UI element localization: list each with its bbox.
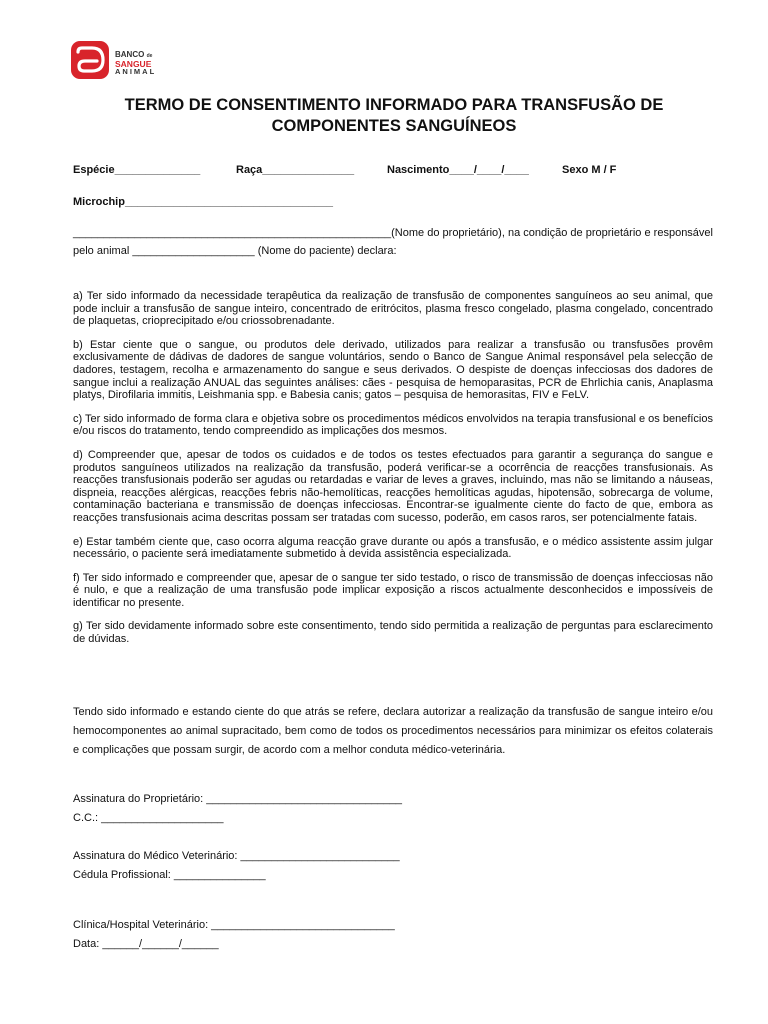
clause-c: c) Ter sido informado de forma clara e objetiva sobre os procedimentos médicos envolvidos na terapia transfusional e os benefícios e/ou riscos do tratamento, tendo compreendido as implicações dos mesmos. [73, 412, 713, 438]
vet-signature-field[interactable]: Assinatura do Médico Veterinário: __________________________ [73, 850, 400, 862]
title-line-1: TERMO DE CONSENTIMENTO INFORMADO PARA TRANSFUSÃO DE [124, 96, 664, 114]
logo-line1: BANCO [115, 50, 145, 59]
professional-id-field[interactable]: Cédula Profissional: _______________ [73, 869, 266, 881]
birthdate-field[interactable]: Nascimento____/____/____ [387, 164, 529, 176]
consent-clauses [73, 290, 713, 657]
microchip-field[interactable]: Microchip__________________________________ [73, 196, 333, 208]
breed-field[interactable]: Raça_______________ [236, 164, 355, 176]
clause-g: g) Ter sido devidamente informado sobre este consentimento, tendo sido permitida a realização de perguntas para esclarecimento de dúvidas. [73, 620, 713, 646]
date-field[interactable]: Data: ______/______/______ [73, 938, 219, 950]
owner-declaration: ____________________________________________________(Nome do proprietário), na condição de proprietário e responsável pelo animal ____________________ (Nome do paciente) declara: [73, 227, 713, 257]
logo-line1-small: de [146, 53, 153, 59]
clause-f: f) Ter sido informado e compreender que, apesar de o sangue ter sido testado, o risco de transmissão de doenças infecciosas não é nulo, e que a realização de uma transfusão pode implicar exposição a riscos actualmente desconhecidos e impossíveis de identificar no presente. [73, 571, 713, 609]
owner-signature-field[interactable]: Assinatura do Proprietário: ________________________________ [73, 793, 403, 805]
bank-logo [70, 40, 190, 82]
title-line-2: COMPONENTES SANGUÍNEOS [271, 117, 517, 135]
blood-bag-logo-icon [70, 40, 110, 80]
logo-line3: ANIMAL [115, 67, 157, 76]
sex-field[interactable]: Sexo M / F [562, 164, 617, 176]
clause-a: a) Ter sido informado da necessidade terapêutica da realização de transfusão de componentes sanguíneos ao seu animal, que pode incluir a transfusão de sangue inteiro, concentrado de eritrócitos, plasma fresco congelado, plasma congelado, concentrado de plaquetas, crioprecipitado e/ou criossobrenadante. [73, 290, 713, 328]
clause-e: e) Estar também ciente que, caso ocorra alguma reacção grave durante ou após a transfusão, e o médico assistente assim julgar necessário, o paciente será imediatamente submetido à devida assistência especializada. [73, 535, 713, 561]
logo-line2: SANGUE [115, 59, 152, 69]
document-title [60, 95, 728, 137]
clinic-field[interactable]: Clínica/Hospital Veterinário: ______________________________ [73, 919, 395, 931]
logo-wordmark [115, 51, 156, 76]
clause-b: b) Estar ciente que o sangue, ou produtos dele derivado, utilizados para realizar a transfusão ou transfusões provêm exclusivamente de dádivas de dadores de sangue voluntários, sendo o Banco de Sangue Animal responsável pela selecção de dadores, testagem, recolha e armazenamento do sangue e seus derivados. O despiste de doenças infecciosas dos dadores de sangue inclui a realização ANUAL das seguintes análises: cães - pesquisa de hemoparasitas, PCR de Ehrlichia canis, Anaplasma platys, Dirofilaria immitis, Leishmania spp. e Babesia canis; gatos – pesquisa de hemorasitas, FIV e FeLV. [73, 338, 713, 402]
cc-field[interactable]: C.C.: ____________________ [73, 812, 224, 824]
species-field[interactable]: Espécie______________ [73, 164, 201, 176]
clause-d: d) Compreender que, apesar de todos os cuidados e de todos os testes efectuados para garantir a segurança do sangue e produtos sanguíneos utilizados na realização da transfusão, poderá verificar-se a ocorrência de reacções transfusionais. As reacções transfusionais poderão ser agudas ou retardadas e variar de leves a graves, incluindo, mas não se limitando a náuseas, dispneia, reacções alérgicas, reacções febris não-hemolíticas, reacções hemolíticas agudas, hipotensão, sobrecarga de volume, contaminação bacteriana e transmissão de doenças infecciosas. Encontrar-se igualmente ciente do facto de que, embora as reacções transfusionais acima descritas possam ser tratadas com sucesso, poderão, em casos raros, ser potencialmente fatais. [73, 448, 713, 524]
authorization-statement: Tendo sido informado e estando ciente do que atrás se refere, declara autorizar a realização da transfusão de sangue inteiro e/ou hemocomponentes ao animal supracitado, bem como de todos os procedimentos necessários para minimizar os efeitos colaterais e complicações que possam surgir, de acordo com a melhor conduta médico-veterinária. [73, 706, 713, 756]
